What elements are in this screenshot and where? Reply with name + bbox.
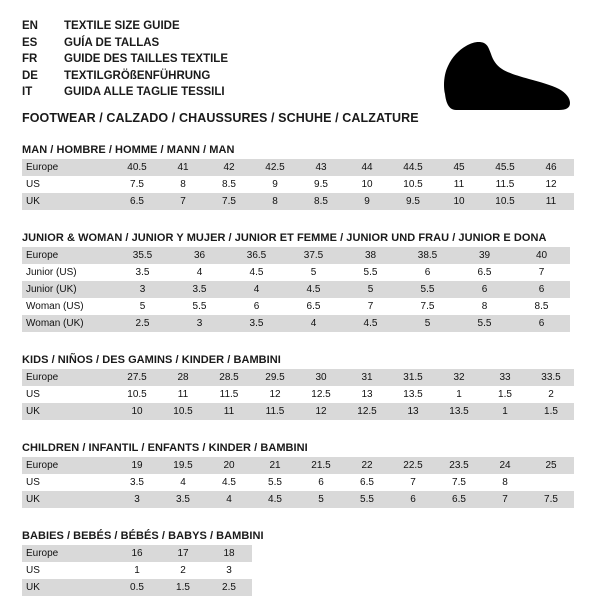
size-cell: 7.5 [399, 298, 456, 315]
size-cell: 6 [399, 264, 456, 281]
row-label: US [22, 386, 114, 403]
size-cell: 3.5 [228, 315, 285, 332]
size-cell: 10.5 [390, 176, 436, 193]
size-cell: 8 [482, 474, 528, 491]
size-cell: 21 [252, 457, 298, 474]
language-title: GUIDA ALLE TAGLIE TESSILI [64, 86, 225, 98]
language-title: GUIDE DES TAILLES TEXTILE [64, 53, 228, 65]
size-cell: 10 [436, 193, 482, 210]
size-cell: 20 [206, 457, 252, 474]
size-cell: 33.5 [528, 369, 574, 386]
size-cell: 1 [482, 403, 528, 420]
table-row [22, 281, 570, 298]
size-cell: 40 [513, 247, 570, 264]
language-code: EN [22, 20, 38, 32]
size-cell: 9.5 [298, 176, 344, 193]
size-cell: 41 [160, 159, 206, 176]
size-cell: 28 [160, 369, 206, 386]
size-cell: 5.5 [456, 315, 513, 332]
row-label: UK [22, 579, 114, 596]
size-cell: 5 [298, 491, 344, 508]
language-row [22, 84, 228, 101]
size-cell: 2 [528, 386, 574, 403]
row-label: US [22, 562, 114, 579]
size-cell: 40.5 [114, 159, 160, 176]
block-title: KIDS / NIÑOS / DES GAMINS / KINDER / BAMBINI [22, 354, 281, 366]
size-cell: 13 [344, 386, 390, 403]
size-cell: 38.5 [399, 247, 456, 264]
size-cell: 6 [228, 298, 285, 315]
size-cell: 3.5 [160, 491, 206, 508]
size-block-kids [22, 354, 578, 420]
size-cell: 9 [252, 176, 298, 193]
table-row [22, 193, 574, 210]
size-cell: 43 [298, 159, 344, 176]
size-cell: 10 [114, 403, 160, 420]
size-cell: 9.5 [390, 193, 436, 210]
table-row [22, 545, 252, 562]
table-row [22, 264, 570, 281]
row-label: Junior (US) [22, 264, 114, 281]
size-cell: 8 [252, 193, 298, 210]
size-cell: 39 [456, 247, 513, 264]
size-cell: 29.5 [252, 369, 298, 386]
size-table-babies [22, 545, 252, 596]
size-cell: 0.5 [114, 579, 160, 596]
row-label: Europe [22, 369, 114, 386]
size-cell: 10.5 [114, 386, 160, 403]
size-cell: 8.5 [206, 176, 252, 193]
size-cell: 11 [528, 193, 574, 210]
size-cell: 25 [528, 457, 574, 474]
table-row [22, 298, 570, 315]
size-cell: 7 [390, 474, 436, 491]
table-row [22, 403, 574, 420]
size-cell: 35.5 [114, 247, 171, 264]
size-cell: 10.5 [482, 193, 528, 210]
size-cell: 42 [206, 159, 252, 176]
size-cell: 22.5 [390, 457, 436, 474]
row-label: Europe [22, 457, 114, 474]
table-row [22, 457, 574, 474]
size-cell: 45.5 [482, 159, 528, 176]
table-row [22, 386, 574, 403]
size-cell: 10 [344, 176, 390, 193]
size-cell: 18 [206, 545, 252, 562]
size-cell: 11.5 [482, 176, 528, 193]
size-cell [528, 474, 574, 491]
row-label: Junior (UK) [22, 281, 114, 298]
size-cell: 1.5 [528, 403, 574, 420]
size-cell: 7 [482, 491, 528, 508]
row-label: Woman (US) [22, 298, 114, 315]
table-row [22, 159, 574, 176]
size-cell: 6.5 [436, 491, 482, 508]
size-cell: 3.5 [171, 281, 228, 298]
size-cell: 21.5 [298, 457, 344, 474]
size-cell: 4 [171, 264, 228, 281]
size-cell: 7.5 [528, 491, 574, 508]
size-cell: 31 [344, 369, 390, 386]
size-cell: 17 [160, 545, 206, 562]
size-cell: 6.5 [344, 474, 390, 491]
table-row [22, 176, 574, 193]
language-row [22, 18, 228, 35]
size-cell: 13 [390, 403, 436, 420]
language-row [22, 51, 228, 68]
size-cell: 5 [114, 298, 171, 315]
table-row [22, 315, 570, 332]
size-cell: 36.5 [228, 247, 285, 264]
size-cell: 8.5 [298, 193, 344, 210]
language-row [22, 68, 228, 85]
size-cell: 1.5 [160, 579, 206, 596]
size-block-junior-woman [22, 232, 578, 332]
size-cell: 16 [114, 545, 160, 562]
size-cell: 4 [206, 491, 252, 508]
size-cell: 4.5 [285, 281, 342, 298]
size-cell: 13.5 [436, 403, 482, 420]
size-cell: 4.5 [342, 315, 399, 332]
size-table-junior-woman [22, 247, 570, 332]
size-table-children [22, 457, 574, 508]
size-cell: 12 [298, 403, 344, 420]
size-cell: 2 [160, 562, 206, 579]
size-block-children [22, 442, 578, 508]
table-row [22, 579, 252, 596]
size-cell: 7 [160, 193, 206, 210]
row-label: UK [22, 403, 114, 420]
size-cell: 42.5 [252, 159, 298, 176]
language-title: TEXTILE SIZE GUIDE [64, 20, 180, 32]
size-cell: 11.5 [206, 386, 252, 403]
size-cell: 6.5 [285, 298, 342, 315]
size-block-man [22, 144, 578, 210]
table-row [22, 562, 252, 579]
dress-shoe-icon [396, 24, 576, 114]
language-code: IT [22, 86, 33, 98]
size-cell: 6.5 [456, 264, 513, 281]
size-cell: 7 [342, 298, 399, 315]
size-cell: 1.5 [482, 386, 528, 403]
size-cell: 3 [206, 562, 252, 579]
size-cell: 4.5 [206, 474, 252, 491]
row-label: Woman (UK) [22, 315, 114, 332]
row-label: Europe [22, 159, 114, 176]
row-label: Europe [22, 247, 114, 264]
size-cell: 7.5 [436, 474, 482, 491]
size-cell: 5.5 [399, 281, 456, 298]
block-title: JUNIOR & WOMAN / JUNIOR Y MUJER / JUNIOR ET FEMME / JUNIOR UND FRAU / JUNIOR E DONA [22, 232, 547, 244]
size-cell: 19 [114, 457, 160, 474]
table-row [22, 474, 574, 491]
size-cell: 6 [390, 491, 436, 508]
size-cell: 32 [436, 369, 482, 386]
size-cell: 8.5 [513, 298, 570, 315]
size-table-man [22, 159, 574, 210]
size-cell: 6 [298, 474, 344, 491]
size-cell: 5 [342, 281, 399, 298]
size-cell: 4 [160, 474, 206, 491]
language-code: DE [22, 69, 38, 82]
size-cell: 37.5 [285, 247, 342, 264]
size-cell: 11 [206, 403, 252, 420]
size-cell: 1 [114, 562, 160, 579]
size-cell: 7.5 [206, 193, 252, 210]
row-label: Europe [22, 545, 114, 562]
size-cell: 7 [513, 264, 570, 281]
size-cell: 30 [298, 369, 344, 386]
size-cell: 4 [228, 281, 285, 298]
size-cell: 11 [436, 176, 482, 193]
size-cell: 9 [344, 193, 390, 210]
size-cell: 28.5 [206, 369, 252, 386]
size-cell: 46 [528, 159, 574, 176]
row-label: UK [22, 491, 114, 508]
row-label: US [22, 474, 114, 491]
size-cell: 45 [436, 159, 482, 176]
size-cell: 12.5 [344, 403, 390, 420]
table-row [22, 247, 570, 264]
size-cell: 33 [482, 369, 528, 386]
table-row [22, 491, 574, 508]
size-cell: 12 [528, 176, 574, 193]
size-cell: 38 [342, 247, 399, 264]
size-cell: 10.5 [160, 403, 206, 420]
size-cell: 6 [513, 315, 570, 332]
size-cell: 4.5 [252, 491, 298, 508]
size-cell: 6 [456, 281, 513, 298]
block-title: CHILDREN / INFANTIL / ENFANTS / KINDER / BAMBINI [22, 442, 308, 454]
size-cell: 3.5 [114, 474, 160, 491]
size-cell: 5.5 [252, 474, 298, 491]
language-title: GUÍA DE TALLAS [64, 36, 160, 49]
size-cell: 22 [344, 457, 390, 474]
size-cell: 13.5 [390, 386, 436, 403]
size-cell: 12.5 [298, 386, 344, 403]
row-label: US [22, 176, 114, 193]
table-row [22, 369, 574, 386]
language-title: TEXTILGRÖßENFÜHRUNG [64, 69, 211, 82]
size-cell: 4 [285, 315, 342, 332]
language-code: FR [22, 53, 38, 65]
size-cell: 5 [285, 264, 342, 281]
size-cell: 6.5 [114, 193, 160, 210]
footwear-section-title: FOOTWEAR / CALZADO / CHAUSSURES / SCHUHE / CALZATURE [22, 110, 419, 125]
size-cell: 7.5 [114, 176, 160, 193]
size-block-babies [22, 530, 578, 596]
size-cell: 8 [160, 176, 206, 193]
size-cell: 6 [513, 281, 570, 298]
size-cell: 19.5 [160, 457, 206, 474]
row-label: UK [22, 193, 114, 210]
size-cell: 36 [171, 247, 228, 264]
size-cell: 3.5 [114, 264, 171, 281]
size-cell: 11 [160, 386, 206, 403]
size-cell: 2.5 [206, 579, 252, 596]
language-title-list [22, 18, 228, 101]
size-cell: 11.5 [252, 403, 298, 420]
size-cell: 2.5 [114, 315, 171, 332]
size-cell: 1 [436, 386, 482, 403]
size-cell: 24 [482, 457, 528, 474]
size-cell: 3 [114, 281, 171, 298]
language-code: ES [22, 36, 38, 49]
size-cell: 44 [344, 159, 390, 176]
size-cell: 27.5 [114, 369, 160, 386]
page-header [22, 18, 578, 125]
size-cell: 5.5 [344, 491, 390, 508]
size-cell: 44.5 [390, 159, 436, 176]
size-table-kids [22, 369, 574, 420]
size-cell: 4.5 [228, 264, 285, 281]
block-title: BABIES / BEBÉS / BÉBÉS / BABYS / BAMBINI [22, 530, 264, 542]
size-cell: 3 [171, 315, 228, 332]
size-cell: 5 [399, 315, 456, 332]
block-title: MAN / HOMBRE / HOMME / MANN / MAN [22, 144, 235, 156]
language-row [22, 35, 228, 52]
size-cell: 8 [456, 298, 513, 315]
size-cell: 3 [114, 491, 160, 508]
size-cell: 12 [252, 386, 298, 403]
size-cell: 31.5 [390, 369, 436, 386]
size-cell: 23.5 [436, 457, 482, 474]
size-cell: 5.5 [171, 298, 228, 315]
size-cell: 5.5 [342, 264, 399, 281]
